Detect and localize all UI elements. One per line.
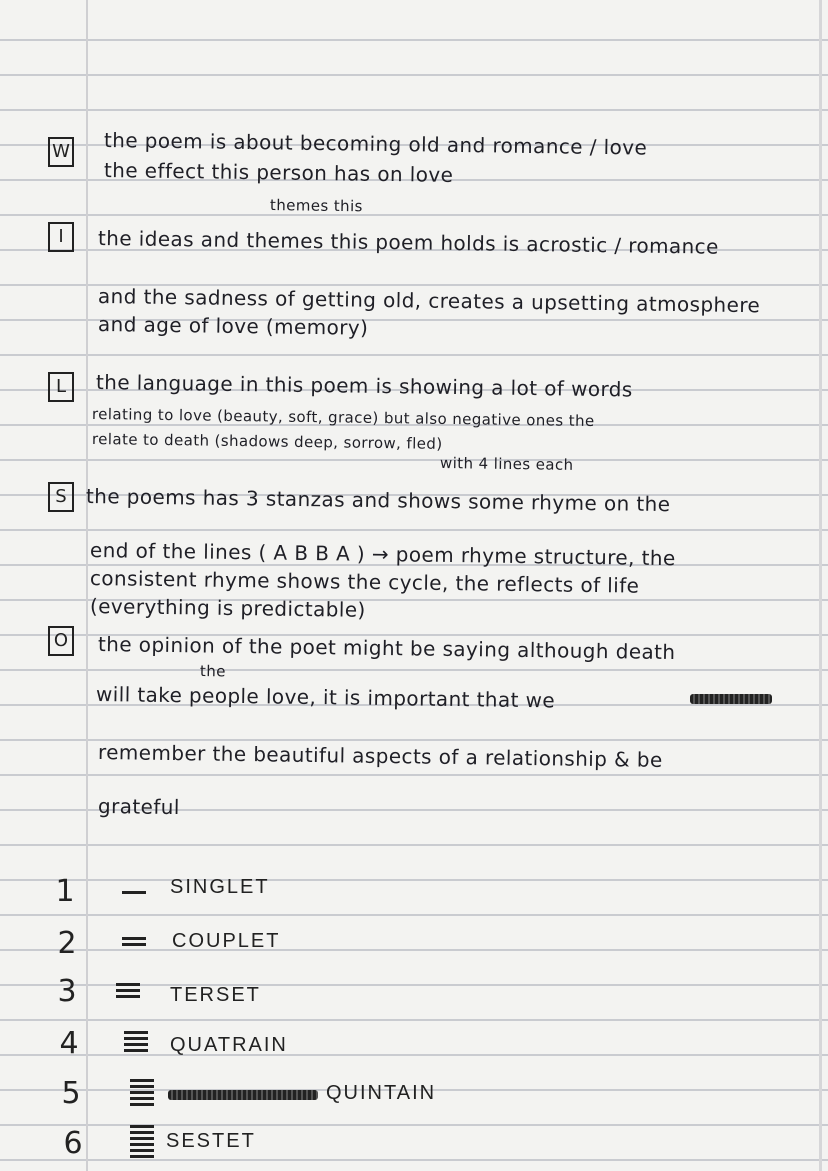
note-line: (everything is predictable) [89,594,366,622]
form-name: SESTET [166,1130,256,1152]
note-line: grateful [97,794,180,820]
section-marker-i: I [48,222,74,252]
form-name: COUPLET [172,930,281,952]
form-number: 4 [59,1026,79,1061]
note-line: the language in this poem is showing a lot of words [95,370,633,402]
form-bars [130,1076,154,1109]
inserted-words: with 4 lines each [439,454,574,474]
form-bars [122,888,146,897]
note-line: relating to love (beauty, soft, grace) but also negative ones the [91,405,595,431]
form-bars [122,934,146,949]
form-name: QUINTAIN [326,1082,437,1104]
form-name: SINGLET [170,876,270,898]
section-marker-o: O [48,626,74,656]
page-edge [819,0,822,1171]
note-line: relate to death (shadows deep, sorrow, fled) [91,430,443,453]
form-number: 5 [61,1076,81,1111]
note-line: the effect this person has on love [103,158,454,187]
form-number: 2 [57,926,77,961]
note-line: and the sadness of getting old, creates a upsetting atmosphere [97,284,761,318]
inserted-words: themes this [269,196,363,216]
form-bars [116,980,140,1001]
section-marker-l: L [48,372,74,402]
note-line: and age of love (memory) [97,312,369,340]
form-bars [124,1028,148,1055]
form-bars [130,1122,154,1161]
note-line: end of the lines ( A B B A ) → poem rhyme structure, the [89,538,676,571]
note-line: the ideas and themes this poem holds is acrostic / romance [97,226,719,259]
inserted-words: the [199,662,226,681]
scribbled-out-word [168,1090,318,1100]
note-line: the opinion of the poet might be saying although death [97,632,676,665]
note-line: will take people love, it is important that we [95,682,556,713]
section-marker-s: S [48,482,74,512]
note-line: the poem is about becoming old and romance / love [103,128,648,160]
form-name: QUATRAIN [170,1034,288,1056]
section-marker-w: W [48,137,74,167]
note-line: consistent rhyme shows the cycle, the reflects of life [89,566,640,598]
margin-line [86,0,88,1171]
note-line: the poems has 3 stanzas and shows some rhyme on the [85,484,671,517]
note-line: remember the beautiful aspects of a relationship & be [97,740,663,772]
form-number: 1 [55,874,75,909]
form-number: 3 [57,974,77,1009]
form-name: TERSET [170,984,261,1006]
scribbled-out-word [690,694,772,704]
form-number: 6 [63,1126,83,1161]
